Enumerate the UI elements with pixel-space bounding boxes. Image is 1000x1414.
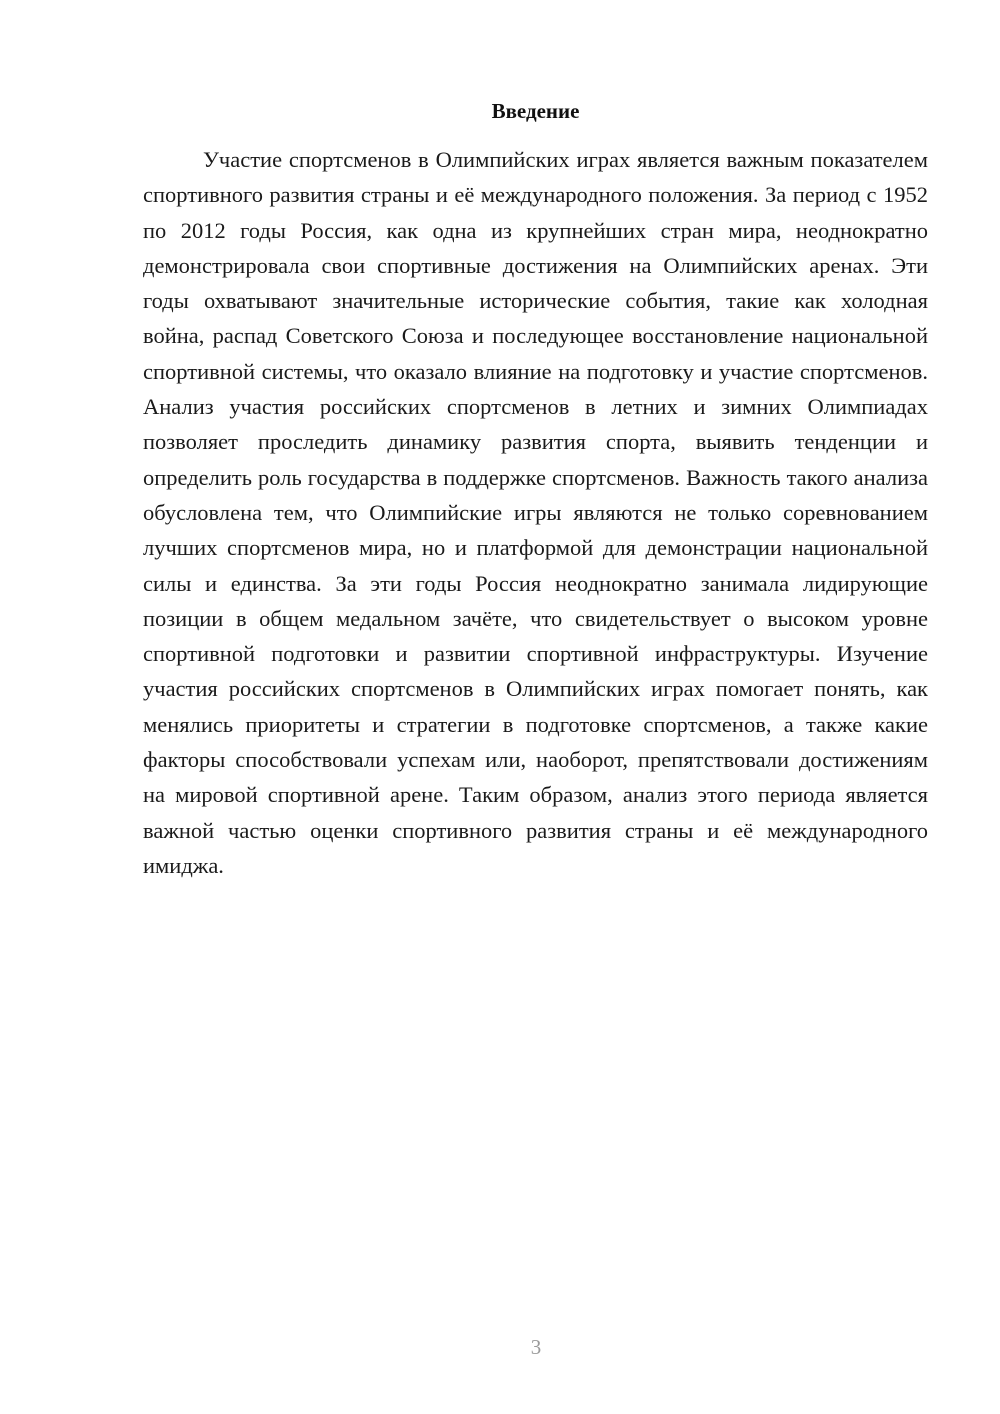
page-number: 3: [530, 1335, 542, 1359]
body-paragraph: Участие спортсменов в Олимпийских играх является важным показателем спортивного развития страны и её международного положения. За период с 1952 по 2012 годы Россия, как одна из крупнейших стран мира, неоднократно демонстрировала свои спортивные достижения на Олимпийских аренах. Эти годы охватывают значительные исторические события, такие как холодная война, распад Советского Союза и последующее восстановление национальной спортивной системы, что оказало влияние на подготовку и участие спортсменов. Анализ участия российских спортсменов в летних и зимних Олимпиадах позволяет проследить динамику развития спорта, выявить тенденции и определить роль государства в поддержке спортсменов. Важность такого анализа обусловлена тем, что Олимпийские игры являются не только соревнованием лучших спортсменов мира, но и платформой для демонстрации национальной силы и единства. За эти годы Россия неоднократно занимала лидирующие позиции в общем медальном зачёте, что свидетельствует о высоком уровне спортивной подготовки и развитии спортивной инфраструктуры. Изучение участия российских спортсменов в Олимпийских играх помогает понять, как менялись приоритеты и стратегии в подготовке спортсменов, а также какие факторы способствовали успехам или, наоборот, препятствовали достижениям на мировой спортивной арене. Таким образом, анализ этого периода является важной частью оценки спортивного развития страны и её международного имиджа.: [143, 147, 928, 878]
section-heading: Введение: [491, 99, 580, 123]
